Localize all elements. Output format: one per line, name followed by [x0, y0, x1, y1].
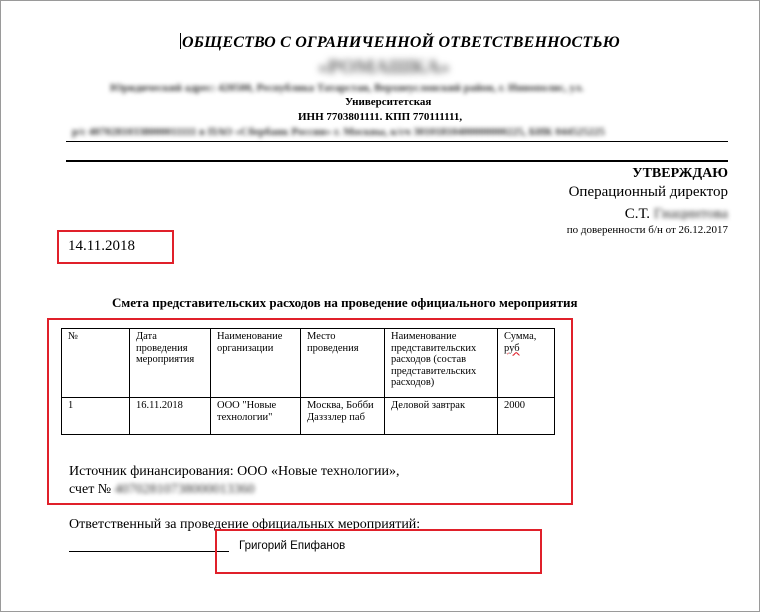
header-cell-expense: Наименование представительских расходов (состав представительских расходов) [385, 329, 498, 398]
legal-address: Юридический адрес: 420500, Республика Татарстан, Верхнеуслонский район, г. Иннополис, ул. [110, 82, 584, 94]
cell-organization: ООО "Новые технологии" [211, 398, 301, 435]
inn-kpp: ИНН 7703801111. КПП 770111111, [298, 111, 463, 123]
approver-surname: Гиацинтова [653, 206, 728, 222]
header-cell-place: Место проведения [301, 329, 385, 398]
bank-details: р/с 40702810338000011111 в ПАО «Сбербанк России» г. Москвы, к/сч 30101810400000000225, БИК 044525225 [72, 126, 605, 138]
expense-table [61, 328, 555, 435]
legal-address-street: Университетская [345, 96, 432, 108]
cell-amount: 2000 [498, 398, 555, 435]
document-date: 14.11.2018 [68, 238, 135, 254]
header-divider-thick [66, 160, 728, 162]
account-label: счет № [69, 482, 112, 497]
approval-heading: УТВЕРЖДАЮ [632, 166, 728, 181]
company-form-text: ОБЩЕСТВО С ОГРАНИЧЕННОЙ ОТВЕТСТВЕННОСТЬЮ [182, 34, 620, 51]
text-cursor [180, 33, 181, 49]
signature-line [69, 551, 229, 552]
responsible-label: Ответственный за проведение официальных мероприятий: [69, 517, 421, 532]
financing-account [69, 482, 255, 498]
approver-position: Операционный директор [568, 184, 728, 200]
header-cell-date: Дата проведения мероприятия [130, 329, 211, 398]
amount-label: Сумма, [504, 331, 537, 342]
table-header-row [62, 329, 555, 398]
header-cell-amount [498, 329, 555, 398]
cell-expense: Деловой завтрак [385, 398, 498, 435]
company-brand: «РОМАШКА» [318, 56, 450, 78]
approver-initials: С.Т. [624, 206, 650, 222]
account-number: 40702810738000013360 [114, 482, 255, 497]
proxy-note: по доверенности б/н от 26.12.2017 [566, 224, 728, 236]
cell-number: 1 [62, 398, 130, 435]
cell-date: 16.11.2018 [130, 398, 211, 435]
header-divider-thin [66, 141, 728, 142]
cell-place: Москва, Бобби Дазззлер паб [301, 398, 385, 435]
amount-unit: руб [504, 342, 520, 354]
header-cell-number: № [62, 329, 130, 398]
approver-signature [625, 206, 728, 223]
responsible-name: Григорий Епифанов [239, 540, 346, 552]
financing-source: Источник финансирования: ООО «Новые технологии», [69, 464, 400, 479]
document-title: Смета представительских расходов на проведение официального мероприятия [112, 295, 578, 310]
table-row [62, 398, 555, 435]
company-form [180, 33, 620, 52]
header-cell-organization: Наименование организации [211, 329, 301, 398]
